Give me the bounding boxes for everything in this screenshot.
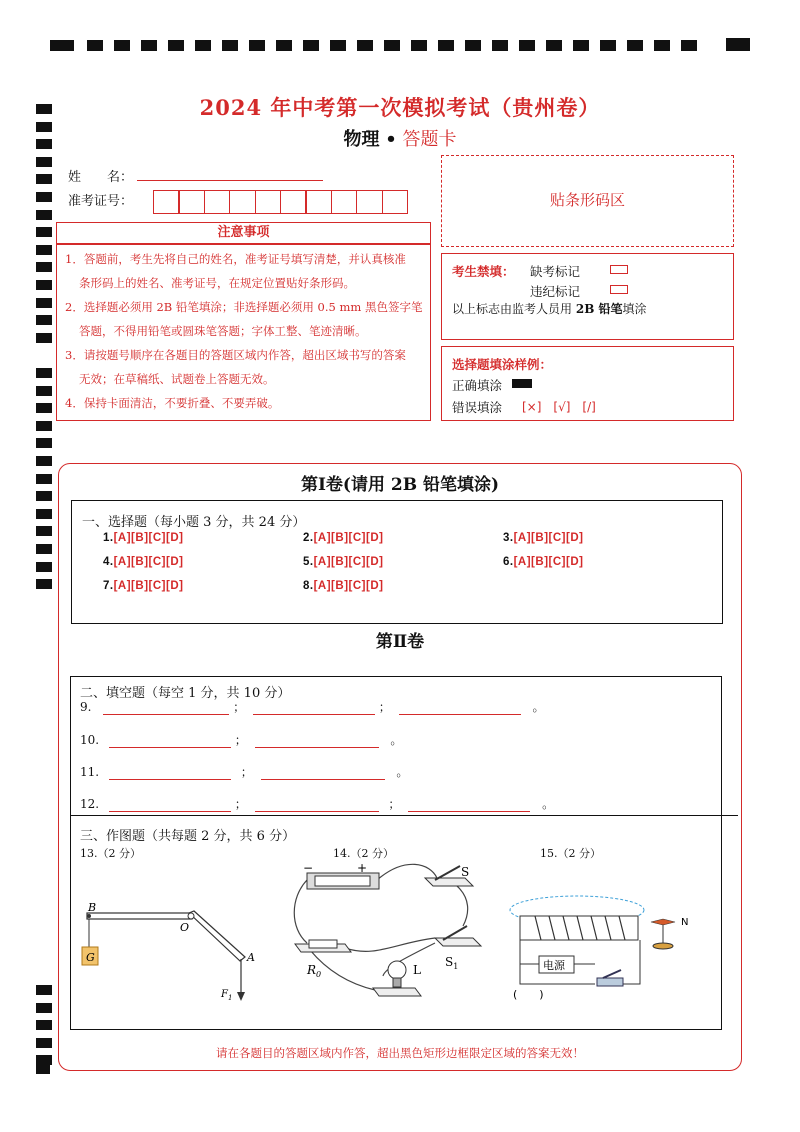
F-sub: 1 [227, 994, 233, 1002]
notice-item-4: 4．保持卡面清洁，不要折叠、不要弄破。 [65, 396, 280, 410]
choice-number: 3. [503, 532, 514, 544]
forbidden-heading: 考生禁填： [452, 264, 515, 279]
sep: ； [240, 765, 253, 779]
subject: 物理 [343, 129, 380, 150]
choice-options[interactable]: [A][B][C][D] [113, 532, 184, 544]
timing-mark [36, 1003, 52, 1013]
draw-q15: 15.（2 分） [540, 847, 601, 860]
choice-q6[interactable] [503, 556, 583, 568]
fill-q9-num: 9. [80, 700, 92, 714]
wrong-marks: [×] [√] [/] [522, 400, 596, 414]
id-boxes[interactable] [153, 190, 408, 214]
timing-mark [36, 192, 52, 202]
choice-section-title: 一、选择题（每小题 3 分，共 24 分） [82, 515, 306, 530]
note-prefix: 以上标志由监考人员用 [452, 302, 573, 316]
timing-mark [36, 562, 52, 572]
timing-mark [36, 245, 52, 255]
fill-q12-num: 12. [80, 797, 100, 811]
id-digit-box[interactable] [153, 190, 180, 214]
correct-fill [512, 379, 532, 388]
choice-number: 6. [503, 556, 514, 568]
blank-11-2[interactable] [261, 768, 385, 780]
label-plus: + [357, 861, 368, 875]
id-digit-box[interactable] [382, 190, 409, 214]
part1-title: 第Ⅰ卷(请用 2B 铅笔填涂) [300, 475, 500, 495]
fill-row-10 [80, 731, 402, 748]
choice-number: 5. [303, 556, 314, 568]
timing-mark [36, 421, 52, 431]
choice-q5[interactable] [303, 556, 383, 568]
label-S: S [461, 865, 470, 879]
electromagnet-figure[interactable] [505, 892, 710, 1002]
sep: ； [233, 700, 246, 714]
notice-box [56, 244, 431, 421]
timing-mark [36, 262, 52, 272]
id-digit-box[interactable] [305, 190, 332, 214]
timing-mark [36, 333, 52, 343]
timing-mark [36, 456, 52, 466]
label-G: G [86, 951, 95, 964]
timing-mark [36, 1020, 52, 1030]
timing-mark [36, 544, 52, 554]
timing-mark [36, 526, 52, 536]
note-suffix: 填涂 [622, 302, 647, 316]
timing-mark [36, 210, 52, 220]
choice-number: 2. [303, 532, 314, 544]
label-A: A [247, 951, 255, 964]
R0-sub: 0 [316, 970, 322, 979]
blank-11-1[interactable] [109, 768, 231, 780]
blank-12-2[interactable] [255, 800, 379, 812]
choice-options[interactable]: [A][B][C][D] [113, 556, 184, 568]
timing-mark [36, 157, 52, 167]
timing-mark [36, 509, 52, 519]
notice-item-3b: 无效；在草稿纸、试题卷上答题无效。 [79, 372, 275, 386]
id-digit-box[interactable] [255, 190, 282, 214]
label-R0 [306, 963, 321, 979]
forbidden-box [441, 253, 734, 340]
lever-figure[interactable] [75, 895, 270, 1010]
label-N: N [681, 917, 689, 928]
notice-heading: 注意事项 [217, 225, 270, 240]
subtitle-dot: • [385, 129, 397, 150]
end: 。 [532, 700, 545, 714]
notice-heading-box [56, 222, 431, 244]
S1-main: S [445, 955, 454, 969]
label-S1 [445, 955, 458, 971]
id-digit-box[interactable] [331, 190, 358, 214]
choice-number: 8. [303, 580, 314, 592]
timing-mark [36, 386, 52, 396]
part2-title: 第Ⅱ卷 [375, 632, 425, 652]
timing-mark [36, 315, 52, 325]
sep: ； [234, 733, 247, 747]
fill-row-9 [80, 698, 544, 715]
exam-title: 2024 年中考第一次模拟考试（贵州卷） [199, 95, 601, 120]
choice-number: 7. [103, 580, 114, 592]
circuit-figure[interactable] [285, 858, 500, 1008]
end: 。 [396, 765, 409, 779]
blank-10-1[interactable] [109, 736, 231, 748]
blank-12-3[interactable] [408, 800, 530, 812]
timing-mark [36, 985, 52, 995]
timing-mark [36, 403, 52, 413]
choice-number: 1. [103, 532, 114, 544]
fill-q10-num: 10. [80, 733, 100, 747]
R0-main: R [307, 963, 317, 977]
choice-options[interactable]: [A][B][C][D] [313, 556, 384, 568]
end: 。 [542, 797, 555, 811]
blank-9-3[interactable] [399, 703, 521, 715]
draw-q14: 14.（2 分） [333, 847, 394, 860]
label-O: O [180, 921, 190, 934]
choice-options[interactable]: [A][B][C][D] [113, 580, 184, 592]
choice-q3[interactable] [503, 532, 583, 544]
timing-mark [36, 1064, 50, 1074]
correct-label: 正确填涂 [452, 378, 503, 393]
absent-label: 缺考标记 [530, 264, 581, 279]
violation-label: 违纪标记 [530, 284, 581, 299]
section-divider [70, 815, 738, 816]
fill-q11-num: 11. [80, 765, 100, 779]
F-main: F [221, 989, 228, 1000]
sample-box [441, 346, 734, 421]
notice-item-2b: 答题，不得用铅笔或圆珠笔答题；字体工整、笔迹清晰。 [79, 324, 367, 338]
choice-number: 4. [103, 556, 114, 568]
name-label: 姓 名： [68, 170, 134, 185]
absent-mark[interactable] [610, 265, 628, 274]
fill-section-title: 二、填空题（每空 1 分，共 10 分） [80, 686, 291, 701]
blank-9-2[interactable] [253, 703, 375, 715]
fill-row-11 [80, 763, 408, 780]
id-digit-box[interactable] [280, 190, 307, 214]
label-F1 [220, 989, 232, 1002]
end: 。 [390, 733, 403, 747]
notice-item-1b: 条形码上的姓名、准考证号，在规定位置贴好条形码。 [79, 276, 355, 290]
timing-mark [36, 174, 52, 184]
pole-paren: ( ) [513, 988, 544, 1001]
wrong-label: 错误填涂 [452, 400, 503, 415]
timing-mark [36, 280, 52, 290]
choice-options[interactable]: [A][B][C][D] [313, 532, 384, 544]
label-minus: − [303, 861, 314, 875]
note-bold: 2B 铅笔 [575, 302, 623, 316]
choice-q4[interactable] [103, 556, 183, 568]
blank-9-1[interactable] [103, 703, 229, 715]
label-B: B [88, 901, 97, 914]
id-digit-box[interactable] [229, 190, 256, 214]
footer-warning: 请在各题目的答题区域内作答，超出黑色矩形边框限定区域的答案无效！ [216, 1046, 584, 1060]
notice-item-3: 3．请按题号顺序在各题目的答题区域内作答，超出区域书写的答案 [65, 348, 406, 362]
timing-mark [36, 368, 52, 378]
card-subtitle [0, 125, 800, 151]
id-label: 准考证号： [68, 194, 134, 209]
label-L: L [413, 963, 421, 977]
fill-row-12 [80, 795, 554, 812]
id-digit-box[interactable] [204, 190, 231, 214]
barcode-label: 贴条形码区 [549, 191, 625, 209]
power-label: 电源 [543, 959, 565, 972]
name-field[interactable] [137, 180, 323, 181]
notice-item-2: 2．选择题必须用 2B 铅笔填涂；非选择题必须用 0.5 mm 黑色签字笔 [65, 300, 423, 314]
sep: ； [388, 797, 401, 811]
blank-12-1[interactable] [109, 800, 231, 812]
timing-mark [36, 579, 52, 589]
sep: ； [234, 797, 247, 811]
choice-options[interactable]: [A][B][C][D] [313, 580, 384, 592]
draw-q13: 13.（2 分） [80, 847, 141, 860]
choice-q8[interactable] [303, 580, 383, 592]
card-label: 答题卡 [402, 129, 457, 150]
blank-10-2[interactable] [255, 736, 379, 748]
S1-sub: 1 [453, 962, 459, 971]
violation-mark[interactable] [610, 285, 628, 294]
sep: ； [378, 700, 391, 714]
timing-mark [36, 298, 52, 308]
id-digit-box[interactable] [178, 190, 205, 214]
choice-options[interactable]: [A][B][C][D] [513, 532, 584, 544]
barcode-area [441, 155, 734, 247]
choice-options[interactable]: [A][B][C][D] [513, 556, 584, 568]
sample-heading: 选择题填涂样例： [452, 357, 553, 372]
timing-mark [36, 227, 52, 237]
choice-q1[interactable] [103, 532, 183, 544]
draw-section-title: 三、作图题（共每题 2 分，共 6 分） [80, 829, 296, 844]
choice-q7[interactable] [103, 580, 183, 592]
choice-q2[interactable] [303, 532, 383, 544]
forbidden-note [452, 300, 647, 317]
notice-item-1: 1．答题前，考生先将自己的姓名，准考证号填写清楚，并认真核准 [65, 252, 406, 266]
timing-mark [36, 438, 52, 448]
id-digit-box[interactable] [356, 190, 383, 214]
